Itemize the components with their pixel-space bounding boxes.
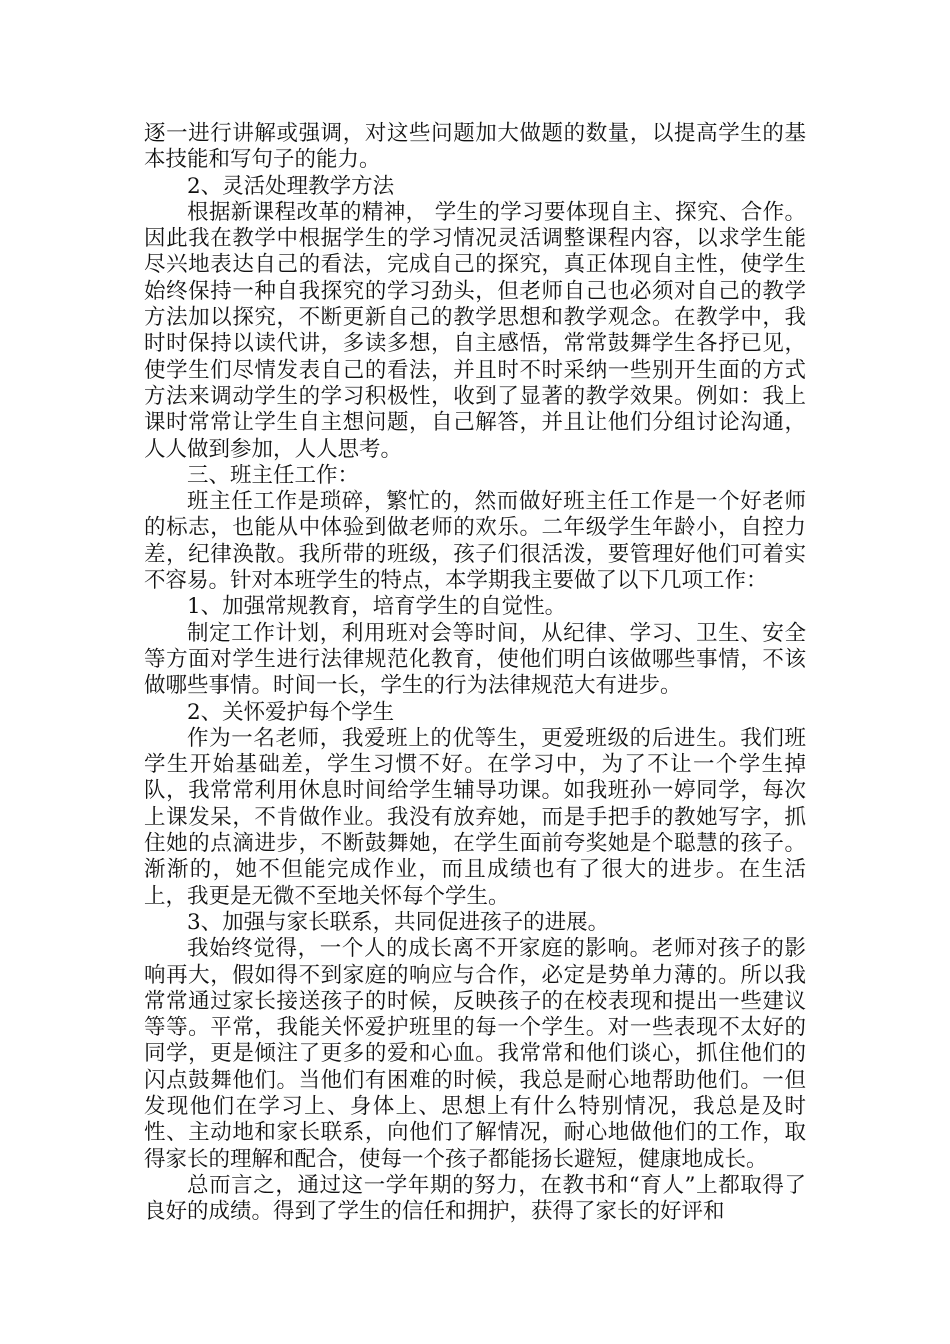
paragraph-care-for-students: 作为一名老师，我爱班上的优等生，更爱班级的后进生。我们班学生开始基础差，学生习惯不好。在学习中，为了不让一个学生掉队，我常常利用休息时间给学生辅导功课。如我班孙一婷同学，每次上课发呆，不肯做作业。我没有放弃她，而是手把手的教她写字，抓住她的点滴进步，不断鼓舞她，在学生面前夸奖她是个聪慧的孩子。渐渐的，她不但能完成作业，而且成绩也有了很大的进步。在生活上，我更是无微不至地关怀每个学生。 xyxy=(144,725,806,909)
paragraph-routine-education: 制定工作计划，利用班对会等时间，从纪律、学习、卫生、安全等方面对学生进行法律规范化教育，使他们明白该做哪些事情，不该做哪些事情。时间一长，学生的行为法律规范大有进步。 xyxy=(144,620,806,699)
section-heading-teaching-methods: 2、灵活处理教学方法 xyxy=(187,173,395,199)
document-page xyxy=(144,121,806,1225)
paragraph-class-teacher-work: 班主任工作是琐碎，繁忙的，然而做好班主任工作是一个好老师的标志，也能从中体验到做老师的欢乐。二年级学生年龄小，自控力差，纪律涣散。我所带的班级，孩子们很活泼，要管理好他们可着实不容易。针对本班学生的特点，本学期我主要做了以下几项工作： xyxy=(144,489,806,594)
section-heading-class-teacher-work: 三、班主任工作： xyxy=(187,462,360,488)
section-heading-care-for-students: 2、关怀爱护每个学生 xyxy=(187,699,395,725)
paragraph-summary: 总而言之，通过这一学年期的努力，在教书和“育人”上都取得了良好的成绩。得到了学生的信任和拥护，获得了家长的好评和 xyxy=(144,1172,806,1225)
paragraph-teaching-methods: 根据新课程改革的精神， 学生的学习要体现自主、探究、合作。因此我在教学中根据学生的学习情况灵活调整课程内容，以求学生能尽兴地表达自己的看法，完成自己的探究，真正体现自主性，使学生始终保持一种自我探究的学习劲头，但老师自己也必须对自己的教学方法加以探究，不断更新自己的教学思想和教学观念。在教学中，我时时保持以读代讲，多读多想，自主感悟，常常鼓舞学生各抒已见，使学生们尽情发表自己的看法，并且时不时采纳一些别开生面的方式方法来调动学生的学习积极性，收到了显著的教学效果。例如：我上课时常常让学生自主想问题，自己解答，并且让他们分组讨论沟通，人人做到参加，人人思考。 xyxy=(144,199,806,462)
paragraph-continued: 逐一进行讲解或强调，对这些问题加大做题的数量，以提高学生的基本技能和写句子的能力。 xyxy=(144,121,806,173)
section-heading-parent-contact: 3、加强与家长联系，共同促进孩子的进展。 xyxy=(187,909,610,935)
section-heading-routine-education: 1、加强常规教育，培育学生的自觉性。 xyxy=(187,594,567,620)
paragraph-parent-contact: 我始终觉得，一个人的成长离不开家庭的影响。老师对孩子的影响再大，假如得不到家庭的响应与合作，必定是势单力薄的。所以我常常通过家长接送孩子的时候，反映孩子的在校表现和提出一些建议等等。平常，我能关怀爱护班里的每一个学生。对一些表现不太好的同学，更是倾注了更多的爱和心血。我常常和他们谈心，抓住他们的闪点鼓舞他们。当他们有困难的时候，我总是耐心地帮助他们。一但发现他们在学习上、身体上、思想上有什么特别情况，我总是及时性、主动地和家长联系，向他们了解情况，耐心地做他们的工作，取得家长的理解和配合，使每一个孩子都能扬长避短，健康地成长。 xyxy=(144,936,806,1172)
